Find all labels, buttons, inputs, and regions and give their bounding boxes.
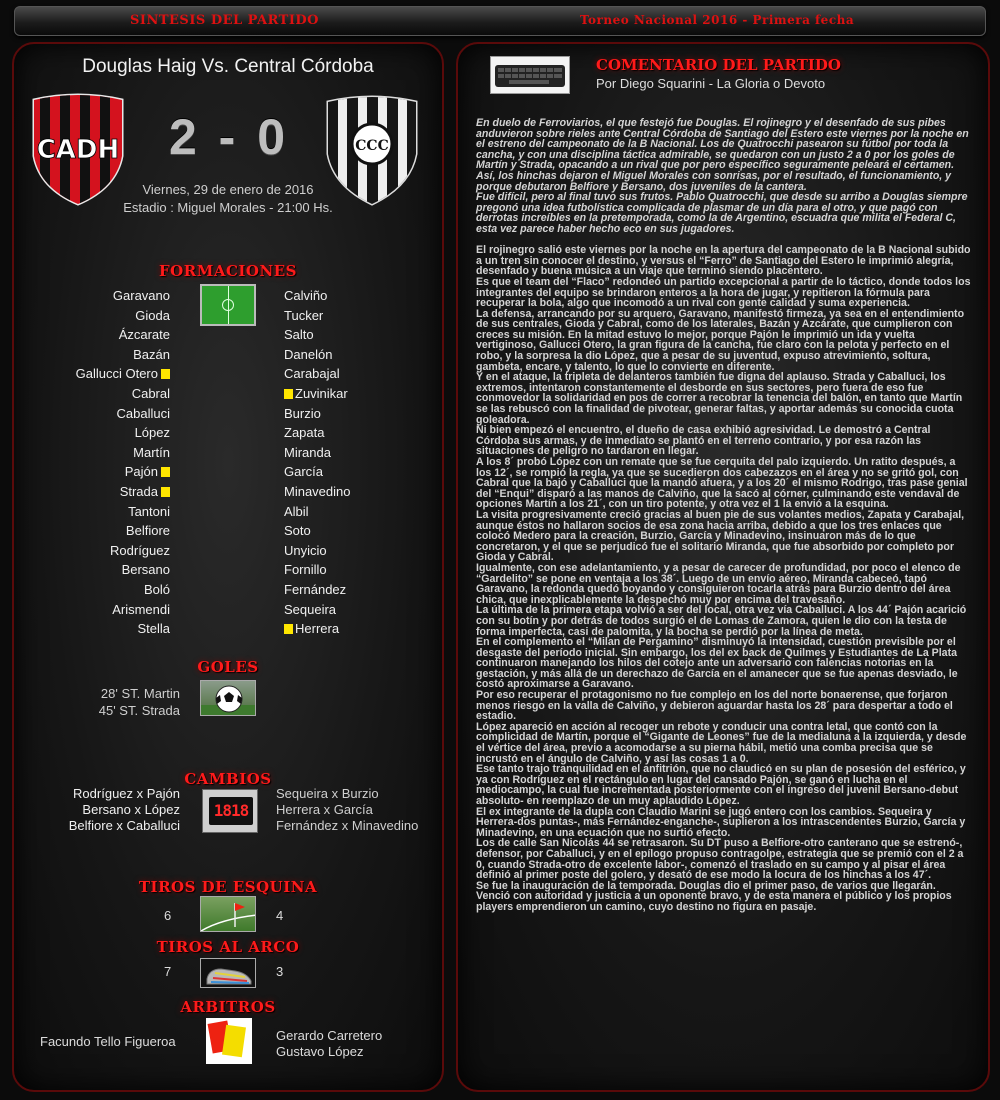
player-name: Stella bbox=[137, 621, 170, 637]
commentary-paragraph: Por eso recuperar el protagonismo no fue complejo en los del norte bonaerense, que forjaron menos riesgo en la valla de Calviño, y debieron aguardar hasta los 28´ para despertar a todo el estadio. bbox=[476, 689, 953, 723]
pitch-icon bbox=[200, 284, 256, 326]
commentary-paragraph: La última de la primera etapa volvió a ser del local, otra vez vía Caballuci. A los 44´ Pajón acarició con su botín y por detrás de todos surgió el de Lomas de Zamora, quien le dio con la testa de forma imperfecta, casi de palomita, y la bocha se perdió por la línea de meta. bbox=[476, 604, 967, 638]
player-row bbox=[284, 482, 351, 502]
lineups-heading: FORMACIONES bbox=[159, 262, 297, 280]
football-boot-icon bbox=[200, 958, 256, 988]
player-name: Herrera bbox=[295, 621, 340, 637]
player-row bbox=[284, 325, 351, 345]
player-row bbox=[76, 443, 170, 463]
assistant-referee: Gerardo Carretero bbox=[276, 1028, 383, 1043]
goals-heading: GOLES bbox=[197, 658, 259, 676]
player-name: Tucker bbox=[284, 307, 324, 323]
away-corners: 4 bbox=[276, 908, 284, 923]
commentary-paragraph: Ni bien empezó el encuentro, el dueño de casa exhibió agresividad. Le demostró a Central Córdoba sus armas, y de inmediato se plantó en el terreno contrario, y por esa razón las situaciones de peligro no tardaron en llegar. bbox=[476, 424, 931, 458]
match-date: Viernes, 29 de enero de 2016 bbox=[142, 182, 314, 197]
player-name: Rodríguez bbox=[110, 542, 170, 558]
player-row bbox=[284, 560, 351, 580]
player-name: Calviño bbox=[284, 288, 328, 303]
commentary-paragraph: Los de calle San Nicolás 44 se retrasaron. Su DT puso a Belfiore-otro canterano que se estrenó-, defensor, por Caballuci, y en el epílogo propuso contragolpe, estrategia que se premió con el 2 a 0, cuando Strada-otro de excelente labor-, comenzó el traslado en su campo y al pisar el área definió al primer poste del golero, y desató de ese modo la locura de los hinchas a los 47´. bbox=[476, 837, 964, 882]
banner-left-title: SINTESIS DEL PARTIDO bbox=[130, 13, 320, 28]
commentary-paragraph: En el complemento el “Milan de Pergamino” disminuyó la intensidad, cuestión previsible por el desgaste del período inicial. Sin embargo, los del ex back de Quilmes y Estudiantes de La Plata continuaron manejando los hilos del cotejo ante un adversario con falencias notorias en la gestación, y más allá de un derechazo de García en el amanecer que se fue apenas desviado, le costó aproximarse a Garavano. bbox=[476, 636, 958, 691]
home-corners: 6 bbox=[164, 908, 172, 923]
assistant-referees bbox=[276, 1028, 382, 1060]
yellow-card-icon bbox=[161, 369, 170, 379]
player-row bbox=[284, 345, 351, 365]
home-lineup bbox=[76, 286, 170, 639]
score: 2 - 0 bbox=[168, 109, 290, 165]
player-row bbox=[76, 600, 170, 620]
banner-right-title: Torneo Nacional 2016 - Primera fecha bbox=[580, 13, 855, 27]
commentary-paragraph: La defensa, arrancando por su arquero, Garavano, manifestó firmeza, ya sea en el entendimiento de sus centrales, Gioda y Cabral, como de los laterales, Bazán y Azcárate, que cumplieron con creces su misión. En la mitad estuvo lo mejor, porque Pajón le imprimió un ida y vuelta vertiginoso, Gallucci Otero, la gran figura de la cancha, fue claro con la pelota y perfecto en el robo, y la sorpresa la dio López, que a pesar de su juventud, expuso atrevimiento, soltura, gambeta, encare, y talento, lo que lo convierte en diferente. bbox=[476, 307, 965, 373]
player-row bbox=[284, 521, 351, 541]
substitution-board-icon bbox=[202, 789, 258, 833]
player-name: García bbox=[284, 464, 324, 480]
player-name: Strada bbox=[119, 483, 158, 499]
away-lineup bbox=[284, 286, 351, 639]
commentary-body bbox=[476, 118, 972, 913]
yellow-card-icon bbox=[284, 624, 293, 634]
player-name: Bersano bbox=[121, 562, 170, 578]
player-row bbox=[284, 364, 351, 384]
player-name: López bbox=[134, 425, 170, 441]
player-row bbox=[76, 560, 170, 580]
player-row bbox=[76, 521, 170, 541]
player-name: Zapata bbox=[284, 425, 325, 441]
player-name: Soto bbox=[284, 523, 311, 539]
player-name: Gioda bbox=[135, 307, 170, 323]
home-shots: 7 bbox=[164, 964, 172, 979]
player-name: Martín bbox=[133, 444, 170, 460]
yellow-card-icon bbox=[161, 487, 170, 497]
soccer-ball-icon bbox=[200, 680, 256, 716]
commentary-panel bbox=[456, 42, 990, 1092]
referees-heading: ARBITROS bbox=[180, 998, 276, 1016]
home-subs bbox=[69, 786, 180, 834]
commentary-paragraph: El rojinegro salió este viernes por la noche en la apertura del campeonato de la B Nacional subido a un tren sin conocer el destino, y versus el “Ferro” de Santiago del Estero le imprimió alegría, desenfado y buena música a un viaje que terminó siendo placentero. bbox=[476, 244, 971, 278]
away-crest-text: CCC bbox=[355, 138, 389, 154]
sub-board-digits: 1818 bbox=[213, 801, 249, 820]
commentary-paragraph: Y en el ataque, la tripleta de delanteros también fue digna del aplauso. Strada y Caballuci, los extremos, intentaron constantemente el desborde en sus sectores, pero fuera de eso fue conmovedor la solidaridad en pos de correr a recobrar la tenencia del balón, en tanto que Martín se las rebuscó con la finalidad de pivotear, generar faltas, y aportar además su conocida cuota goleadora. bbox=[476, 371, 963, 426]
player-row bbox=[284, 502, 351, 522]
player-name: Zuvinikar bbox=[295, 385, 348, 401]
keyboard-icon bbox=[490, 56, 570, 94]
player-name: Boló bbox=[143, 581, 170, 597]
yellow-card-icon bbox=[161, 467, 170, 477]
match-title: Douglas Haig Vs. Central Córdoba bbox=[82, 56, 374, 77]
home-crest-text: CADH bbox=[36, 135, 120, 165]
sub-item: Rodríguez x Pajón bbox=[73, 786, 180, 801]
player-row bbox=[284, 384, 351, 404]
away-subs bbox=[276, 786, 418, 834]
sub-item: Sequeira x Burzio bbox=[276, 786, 379, 801]
player-row bbox=[76, 502, 170, 522]
subs-heading: CAMBIOS bbox=[184, 770, 272, 788]
commentary-paragraph: El ex integrante de la dupla con Claudio Marini se jugó entero con los cambios. Sequeira y Herrera-dos puntas-, más Fernández-enganche-, suplieron a los intrascendentes Burzio, García y Minadevino, en una ecuación que no surtió efecto. bbox=[476, 805, 966, 839]
sub-item: Bersano x López bbox=[82, 802, 180, 817]
player-row bbox=[284, 443, 351, 463]
referee-cards-icon bbox=[206, 1018, 252, 1064]
player-name: Belfiore bbox=[125, 523, 170, 539]
player-name: Cabral bbox=[131, 385, 170, 401]
player-row bbox=[284, 600, 351, 620]
player-name: Salto bbox=[284, 327, 314, 343]
player-row bbox=[284, 404, 351, 424]
player-name: Tantoni bbox=[128, 503, 170, 519]
commentary-paragraph: La visita progresivamente creció gracias al buen pie de sus volantes medios, Zapata y Carabajal, aunque éstos no hallaron socios de esa zona hacia arriba, debido a que los tres enlaces que colocó Medero para la creación, Burzio, García y Minadevino, insinuaron más de lo que concretaron, y el que se perjudicó fue el solitario Miranda, que fue absorbido por completo por Gioda y Cabral. bbox=[476, 508, 965, 564]
corner-flag-icon bbox=[200, 896, 256, 932]
player-name: Caballuci bbox=[116, 405, 170, 421]
player-name: Albil bbox=[284, 503, 309, 519]
player-row bbox=[284, 541, 351, 561]
goal-item: 28' ST. Martin bbox=[100, 686, 180, 701]
player-row bbox=[76, 345, 170, 365]
player-row bbox=[76, 404, 170, 424]
match-stadium: Estadio : Miguel Morales - 21:00 Hs. bbox=[123, 200, 333, 215]
goals-list bbox=[99, 685, 180, 719]
player-row bbox=[76, 364, 170, 384]
commentary-paragraph: López apareció en acción al recoger un rebote y conducir una contra letal, que contó con la complicidad de Martín, porque el “Gigante de Leones” fue de la medialuna a la izquierda, y desde el vértice del área, previo a acomodarse a su pierna hábil, metió una comba precisa que se incrustó en el ángulo de Calviño, y así las cosas 1 a 0. bbox=[476, 720, 967, 765]
commentary-paragraph: Ese tanto trajo tranquilidad en el anfitrión, que no claudicó en su plan de posesión del esférico, y ya con Rodríguez en el rectángulo en lugar del cansado Pajón, se ganó en lucha en el mediocampo, la cual fue incrementada posteriormente con el ingreso del juvenil Bersano-debut absoluto- en reemplazo de un muy aplaudido López. bbox=[476, 763, 966, 807]
player-name: Pajón bbox=[124, 464, 158, 480]
player-row bbox=[76, 423, 170, 443]
player-row bbox=[284, 580, 351, 600]
player-name: Gallucci Otero bbox=[75, 366, 158, 382]
sub-item: Fernández x Minavedino bbox=[276, 818, 419, 833]
player-row bbox=[76, 384, 170, 404]
player-name: Carabajal bbox=[284, 366, 340, 382]
player-name: Bazán bbox=[133, 346, 170, 362]
player-name: Burzio bbox=[284, 405, 321, 421]
commentary-paragraph: Es que el team del “Flaco” redondeó un partido excepcional a partir de lo táctico, donde todos los integrantes del equipo se brindaron enteros a la hora de jugar, y repitieron la fórmula para recuperar la bola, algo que incomodó a un rival con gente calidad y suma experiencia. bbox=[476, 275, 971, 310]
match-summary-panel bbox=[12, 42, 444, 1092]
player-row bbox=[76, 619, 170, 639]
player-name: Miranda bbox=[284, 444, 331, 460]
player-name: Ázcarate bbox=[118, 327, 170, 343]
player-row bbox=[76, 286, 170, 306]
sub-item: Belfiore x Caballuci bbox=[68, 818, 180, 833]
commentary-intro-2: Fue difícil, pero al final tuvo sus frutos. Pablo Quatrocchi, que desde su arribo a Douglas siempre pregonó una idea futbolística complicada de plasmar de un día para el otro, y que pagó con derrotas increíbles en la pretemporada, como la de Argentino, escuadra que milita el Federal C, esta vez parece haber hecho eco en sus jugadores. bbox=[476, 191, 968, 235]
player-row bbox=[76, 462, 170, 482]
commentary-paragraph: Se fue la inauguración de la temporada. Douglas dio el primer paso, de varios que llegarán. Venció con autoridad y justicia a un oponente bravo, y de esta manera el público y los propios players emprendieron un camino, cuyo destino no figura en pasaje. bbox=[476, 879, 952, 913]
player-row bbox=[284, 286, 351, 306]
top-banner bbox=[14, 6, 986, 36]
player-row bbox=[284, 619, 351, 639]
away-shots: 3 bbox=[276, 964, 284, 979]
commentary-author: Por Diego Squarini - La Gloria o Devoto bbox=[596, 76, 826, 91]
player-name: Danelón bbox=[284, 346, 333, 362]
player-row bbox=[284, 462, 351, 482]
assistant-referee: Gustavo López bbox=[276, 1044, 364, 1059]
commentary-paragraph: A los 8´ probó López con un remate que se fue cerquita del palo izquierdo. Un ratito después, a los 12´, se rompió la regla, ya que se sucedieron dos cabezazos en el área y no se gritó gol, con Cabral que la bajó y Caballuci que la mandó afuera, y a los 20´ el mismo Rodrigo, tras pase genial del “Enqui” disparó a las manos de Calviño, que la sacó al córner, culminando este vendaval de opciones Martín a los 21´, con un tiro potente, y otra vez el 1 la envió a la esquina. bbox=[476, 456, 968, 511]
player-row bbox=[76, 541, 170, 561]
commentary-title: COMENTARIO DEL PARTIDO bbox=[596, 56, 841, 74]
player-row bbox=[76, 306, 170, 326]
player-row bbox=[76, 482, 170, 502]
player-row bbox=[284, 423, 351, 443]
player-name: Fornillo bbox=[284, 562, 327, 578]
player-row bbox=[76, 580, 170, 600]
main-referee: Facundo Tello Figueroa bbox=[40, 1034, 176, 1049]
player-name: Fernández bbox=[284, 581, 347, 597]
player-row bbox=[76, 325, 170, 345]
yellow-card-icon bbox=[284, 389, 293, 399]
commentary-intro: En duelo de Ferroviarios, el que festejó fue Douglas. El rojinegro y el desenfado de sus pibes anduvieron sobre rieles ante Central Córdoba de Santiago del Estero este viernes por la noche en el estreno del campeonato de la B Nacional. Los de Quatrocchi pasearon su fútbol por toda la cancha, y con una disciplina táctica admirable, se quedaron con un justo 2 a 0 por los goles de Martín y Strada, opacando a un rival que por pero específico seguramente peleará el certamen. Así, los hinchas dejaron el Miguel Morales con sonrisas, por el resultado, el funcionamiento, y porque debutaron Belfiore y Bersano, dos juveniles de la cantera. bbox=[476, 117, 969, 193]
player-name: Unyicio bbox=[284, 542, 327, 558]
player-row bbox=[284, 306, 351, 326]
commentary-paragraph: Igualmente, con ese adelantamiento, y a pesar de carecer de profundidad, por poco el elenco de “Gardelito” se pone en ventaja a los 38´. Luego de un envío aéreo, Miranda cabeceó, tapó Garavano, la redonda quedó boyando y consiguieron tocarla atrás para Burzio dentro del área chica, que inexplicablemente la despechó muy por encima del travesaño. bbox=[476, 561, 961, 606]
goal-item: 45' ST. Strada bbox=[98, 703, 180, 718]
player-name: Arismendi bbox=[112, 601, 170, 617]
corners-heading: TIROS DE ESQUINA bbox=[138, 878, 318, 896]
sub-item: Herrera x García bbox=[276, 802, 373, 817]
player-name: Garavano bbox=[112, 288, 170, 303]
player-name: Sequeira bbox=[284, 601, 337, 617]
player-name: Minavedino bbox=[284, 483, 351, 499]
shots-heading: TIROS AL ARCO bbox=[156, 938, 300, 956]
